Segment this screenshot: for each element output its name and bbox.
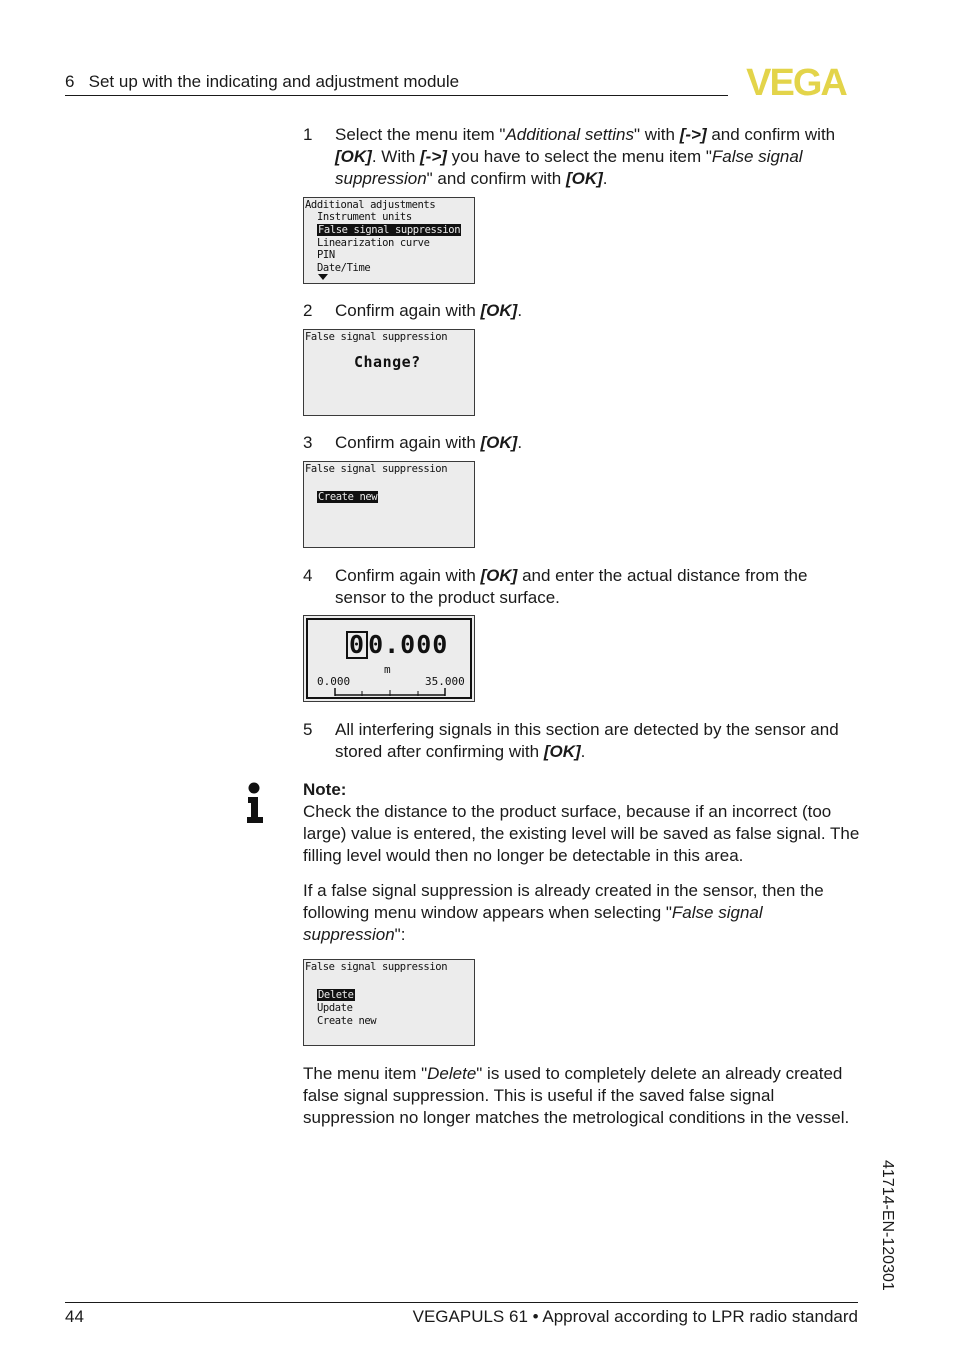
lcd-screen-change — [303, 329, 475, 416]
value-rest: 0.000 — [368, 630, 449, 659]
range-min: 0.000 — [317, 675, 351, 688]
distance-value — [346, 630, 448, 659]
info-icon — [244, 782, 266, 824]
lcd-title: False signal suppression — [305, 961, 448, 973]
lcd-screen-menu — [303, 197, 475, 284]
header-divider — [65, 95, 728, 96]
paragraph-delete: The menu item "Delete" is used to completely delete an already created false signal suppression. This is useful if the saved false signal suppression no longer matches the metrological conditions in the vessel. — [303, 1064, 850, 1127]
lcd-title: Additional adjustments — [305, 199, 436, 211]
range-max: 35.000 — [425, 675, 465, 688]
lcd-screen-distance-entry — [303, 615, 475, 702]
lcd-menu-item: Instrument units — [317, 211, 412, 223]
section-number: 6 — [65, 72, 75, 91]
step-number: 5 — [303, 720, 313, 739]
lcd-prompt: Change? — [354, 353, 421, 371]
footer-divider — [65, 1302, 858, 1303]
step-number: 1 — [303, 125, 313, 144]
step-text: Select the menu item "Additional settins" with [->] and confirm with [OK]. With [->] you have to select the menu item "False signal suppression" and confirm with [OK]. — [335, 125, 836, 188]
lcd-frame — [306, 618, 472, 699]
document-title: VEGAPULS 61 • Approval according to LPR radio standard — [412, 1307, 858, 1326]
step-text: Confirm again with [OK] and enter the actual distance from the sensor to the product surface. — [335, 566, 808, 607]
distance-unit: m — [384, 663, 391, 676]
section-title: Set up with the indicating and adjustment module — [88, 72, 460, 91]
lcd-option: Create new — [317, 1015, 377, 1027]
section-header — [65, 72, 459, 92]
note-title: Note: — [303, 780, 347, 799]
logo-text: VEGA — [746, 64, 846, 98]
lcd-option-selected: Delete — [318, 989, 354, 1001]
step-text: Confirm again with [OK]. — [335, 301, 523, 320]
lcd-menu-item-selected: False signal suppression — [318, 224, 461, 236]
note-block — [303, 779, 863, 867]
note-text: Check the distance to the product surface, because if an incorrect (too large) value is entered, the existing level will be saved as false signal. The filling level would then no longer be detectable in this area. — [303, 802, 860, 865]
lcd-screen-create — [303, 461, 475, 548]
step-number: 4 — [303, 566, 313, 585]
lcd-option-selected: Create new — [318, 491, 378, 503]
document-code — [876, 1160, 898, 1310]
step-text: Confirm again with [OK]. — [335, 433, 523, 452]
lcd-title: False signal suppression — [305, 331, 448, 343]
lcd-title: False signal suppression — [305, 463, 448, 475]
cursor-digit: 0 — [346, 631, 368, 659]
step-number: 2 — [303, 301, 313, 320]
paragraph-existing: If a false signal suppression is already created in the sensor, then the following menu window appears when selecting "False signal suppression": — [303, 881, 824, 944]
page-number: 44 — [65, 1307, 84, 1326]
step-number: 3 — [303, 433, 313, 452]
scroll-down-icon — [318, 274, 328, 280]
range-scale — [334, 688, 446, 696]
document-code-text: 41714-EN-120301 — [879, 1160, 896, 1291]
lcd-screen-existing — [303, 959, 475, 1046]
vega-logo — [734, 64, 858, 98]
lcd-menu-item: Date/Time — [317, 262, 371, 274]
lcd-option: Update — [317, 1002, 353, 1014]
lcd-menu-item: Linearization curve — [317, 237, 430, 249]
step-text: All interfering signals in this section are detected by the sensor and stored after confirming with [OK]. — [335, 720, 839, 761]
lcd-menu-item: PIN — [317, 249, 335, 261]
